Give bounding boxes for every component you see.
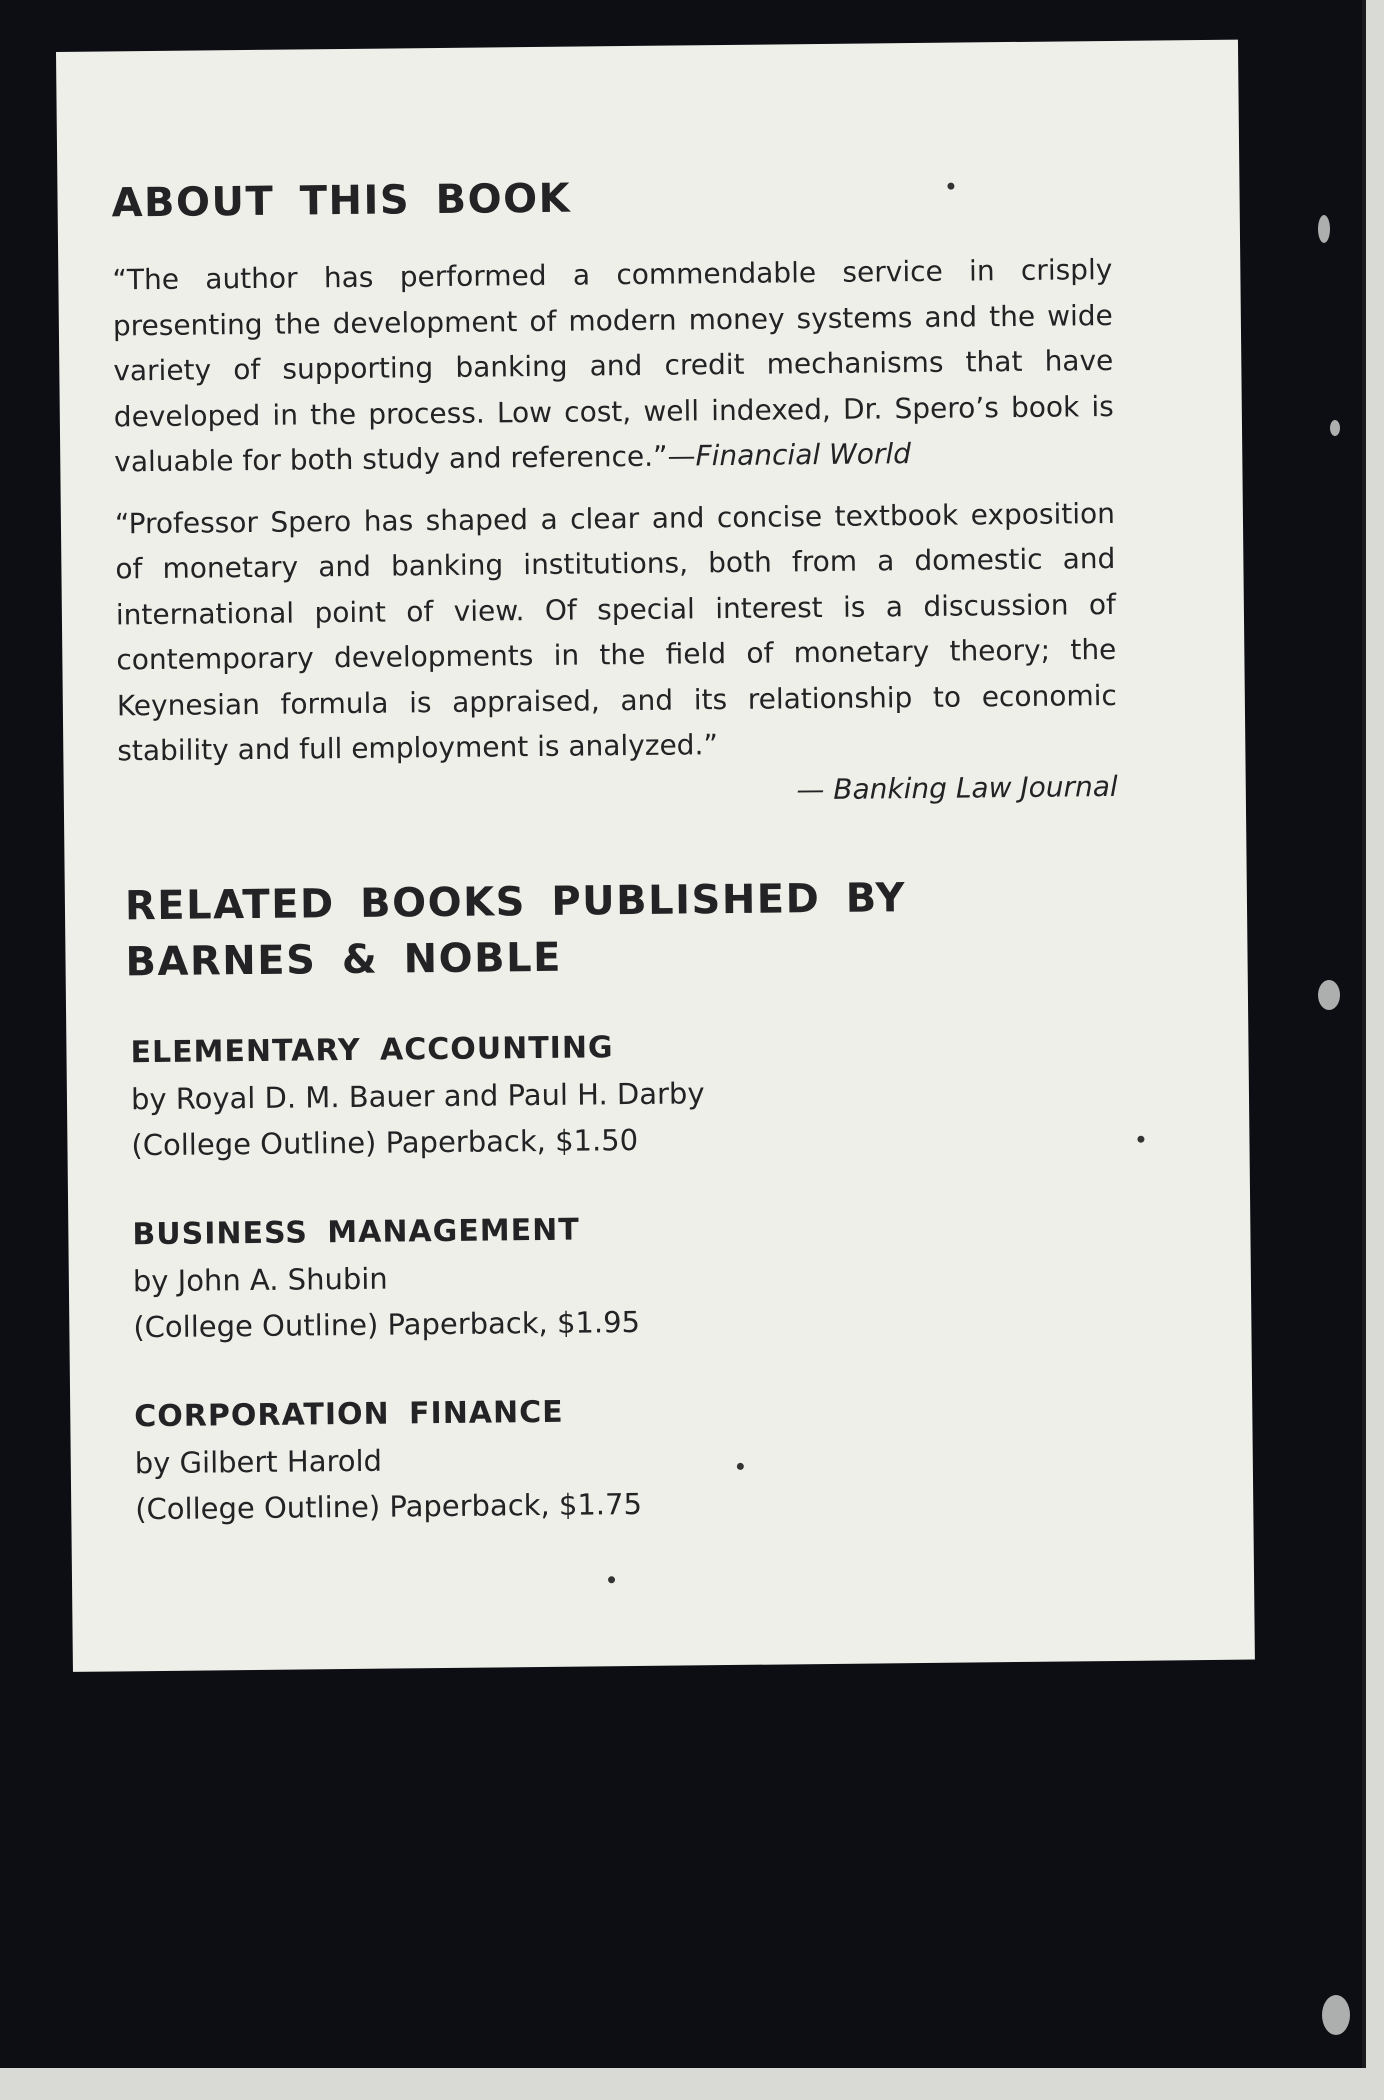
book-author: by Gilbert Harold [134, 1443, 383, 1480]
paper-speck [947, 183, 954, 190]
book-entry-corporation-finance [134, 1383, 1191, 1532]
review-financial-world [112, 247, 1114, 485]
cover-scuff-mark [1330, 420, 1340, 436]
paper-speck [1137, 1136, 1144, 1143]
book-format-price: (College Outline) Paperback, $1.95 [133, 1304, 641, 1344]
review-source: Financial World [695, 437, 912, 473]
paper-speck [737, 1463, 744, 1470]
related-books-heading [125, 867, 1186, 990]
book-format-price: (College Outline) Paperback, $1.50 [131, 1122, 639, 1162]
book-author: by Royal D. M. Bauer and Paul H. Darby [130, 1075, 705, 1116]
book-title: ELEMENTARY ACCOUNTING [130, 1029, 614, 1070]
cover-scuff-mark [1318, 215, 1330, 243]
about-heading: ABOUT THIS BOOK [111, 175, 572, 227]
related-heading-line1: RELATED BOOKS PUBLISHED BY [124, 874, 907, 929]
book-entry-elementary-accounting [130, 1019, 1187, 1168]
review-attribution: — Banking Law Journal [796, 769, 1118, 806]
paper-speck [608, 1576, 615, 1583]
related-heading-line2: BARNES & NOBLE [125, 934, 563, 985]
cover-scuff-mark [1318, 980, 1340, 1010]
book-author: by John A. Shubin [132, 1261, 388, 1298]
review-banking-law-journal: “Professor Spero has shaped a clear and concise textbook exposition of monetary and banking institutions, both from a domestic and international point of view. Of special interest is a discussion of contemporary developments in the field of monetary theory; the Keynesian formula is appraised, and its relationship to economic stability and full employment is analyzed.” [114, 496, 1117, 768]
review-quote: “The author has performed a commendable service in crisply presenting the development of modern money systems and the wide variety of supporting banking and credit mechanisms that have developed in the process. Low cost, well indexed, Dr. Spero’s book is valuable for both study and reference.”— [112, 252, 1114, 479]
text-panel [56, 40, 1255, 1672]
cover-scuff-mark [1322, 1995, 1350, 2035]
book-title: CORPORATION FINANCE [134, 1394, 564, 1434]
book-entry-business-management [132, 1201, 1189, 1350]
book-format-price: (College Outline) Paperback, $1.75 [135, 1486, 643, 1526]
book-title: BUSINESS MANAGEMENT [132, 1212, 580, 1252]
